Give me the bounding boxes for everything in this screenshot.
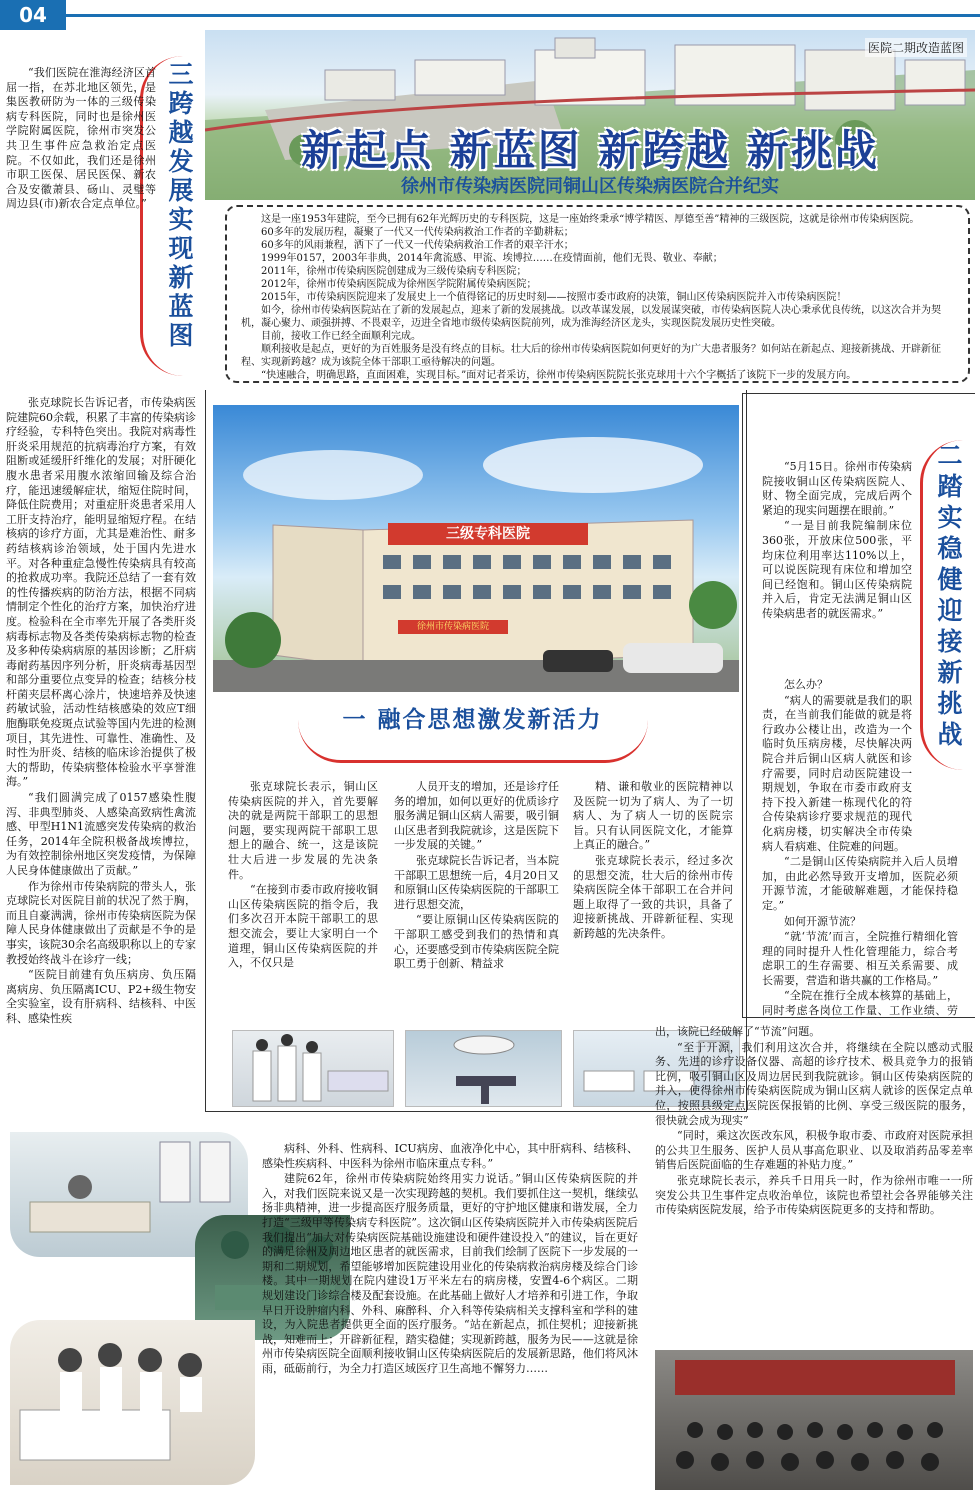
intro-line: 2011年，徐州市传染病医院创建成为三级传染病专科医院； <box>261 266 527 277</box>
section2-heading: 二 踏实稳健迎接新挑战 <box>937 441 963 749</box>
paragraph: 张克球院长表示，经过多次的思想交流，壮大后的徐州市传染病医院全体干部职工在合并问题上取得了一致的共识，具备了迎接新挑战、开辟新征程、实现新跨越的先决条件。 <box>573 853 733 940</box>
photo-ward-visit <box>232 1030 394 1107</box>
paragraph: “二是铜山区传染病院并入后人员增加，由此必然导致开支增加，医院必须开源节流，才能破解难题，才能保持稳定。” <box>762 855 958 912</box>
paragraph: 病科、外科、性病科、ICU病房、血液净化中心，其中肝病科、结核科、感染性疾病科、中医科为徐州市临床重点专科。” <box>262 1142 638 1170</box>
paragraph: “至于开源，我们利用这次合并，将继续在全院以感动式服务、先进的诊疗设备仪器、高超的诊疗技术、极具竞争力的报销比例，吸引铜山区及周边居民到我院就诊。铜山区传染病医院的并入，使得徐州市传染病医院成为铜山区病人就诊的医保定点单位，按照县级定点医院医保报销的比例、享受三级医院的服务，很快就会成为现实” <box>655 1040 973 1127</box>
paragraph: “我们圆满完成了0157感染性腹泻、非典型肺炎、人感染高致病性禽流感、甲型H1N1流感突发传染病的救治任务，2014年全院积极备战埃博拉，为有效控制徐州地区突发疫情，为保障人民身体健康做出了贡献。” <box>6 791 196 877</box>
photo-operating-room <box>405 1030 562 1107</box>
paragraph: “全院在推行全成本核算的基础上，同时考虑各岗位工作量、工作业绩、劳 <box>762 989 958 1018</box>
intro-line: 60多年的发展历程，凝聚了一代又一代传染病救治工作者的辛勤耕耘； <box>261 227 574 238</box>
photo-ward-visit-illustration <box>233 1031 393 1106</box>
paragraph: 张克球院长表示，养兵千日用兵一时，作为徐州市唯一一所突发公共卫生事件定点收治单位，该院也希望社会各界能够关注市传染病医院发展，给予市传染病医院更多的支持和帮助。 <box>655 1173 973 1217</box>
intro-line: 顺利接收是起点，更好的为百姓服务是没有终点的目标。壮大后的徐州市传染病医院如何更好的为广大患者服务？如何站在新起点、迎接新挑战、开辟新征程、实现新跨越？成为该院全体干部职工亟待解决的问题。 <box>241 344 941 368</box>
paragraph: “病人的需要就是我们的职责，在当前我们能做的就是将行政办公楼让出，改造为一个临时负压病房楼，尽快解决两院合并后铜山区病人就医和诊疗需要，同时启动医院建设一期规划，争取在市委市政府支持下投入新建一栋现代化的符合传染病诊疗要求规范的现代化病房楼，切实解决全市传染病人看病难、住院难的问题。 <box>762 693 912 853</box>
photo-patient-ward-illustration <box>10 1320 255 1485</box>
intro-line: 2012年，徐州市传染病医院成为徐州医学院附属传染病医院； <box>261 279 537 290</box>
intro-line: “快速融合，明确思路，直面困难，实现目标。”面对记者采访，徐州市传染病医院院长张克球用十六个字概括了该院下一步的发展方向。 <box>261 370 857 381</box>
paragraph: 精、谦和敬业的医院精神以及医院一切为了病人、为了一切病人、为了病人一切的医院宗旨。只有认同医院文化，才能算上真正的融合。” <box>573 780 733 852</box>
paragraph: “一是目前我院编制床位360张，开放床位500张，平均床位利用率达110%以上，可以说医院现有床位和增加空间已经饱和。铜山区传染病院并入后，肯定无法满足铜山区传染病患者的就医需求。” <box>762 519 912 620</box>
paragraph: “同时，乘这次医改东风，积极争取市委、市政府对医院承担的公共卫生服务、医护人员从事高危职业、以及取消药品零差率销售后医院面临的生存难题的补贴力度。” <box>655 1129 973 1172</box>
s2-column-upper <box>762 460 912 678</box>
left-column <box>6 66 196 1141</box>
intro-line: 60多年的风雨兼程，洒下了一代又一代传染病救治工作者的艰辛汗水； <box>261 240 574 251</box>
section3-heading: 三 跨越发展实现新蓝图 <box>168 60 194 350</box>
bottom-right-column <box>655 1025 973 1340</box>
s2-column <box>762 460 958 1018</box>
photo-staff-meeting-illustration <box>655 1350 973 1490</box>
intro-line: 1999年0157，2003年非典，2014年禽流感、甲流、埃博拉……在疫情面前，他们无畏、敬业、奉献； <box>261 253 723 264</box>
paragraph: “在接到市委市政府接收铜山区传染病医院的指令后，我们多次召开本院干部职工的思想交流会，要让大家明白一个道理，铜山区传染病医院的并入，不仅只是 <box>228 883 378 970</box>
paragraph: “我们医院在淮海经济区首屈一指，在苏北地区领先，是集医教研防为一体的三级传染病专科医院，同时也是徐州医学院附属医院，徐州市突发公共卫生事件应急救治定点医院。不仅如此，我们还是徐州市职工医保、居民医保、新农合及安徽萧县、砀山、灵璧等周边县(市)新农合定点单位。” <box>6 66 156 211</box>
s2-column-mid <box>762 678 912 855</box>
bottom-middle-column <box>262 1142 638 1490</box>
hospital-building-photo <box>213 405 739 692</box>
paragraph: 张克球院长表示，铜山区传染病医院的并入，首先要解决的就是两院干部职工的思想问题，要实现两院干部职工思想上的融合、统一，这是该院壮大后进一步发展的先决条件。 <box>228 780 378 881</box>
headline: 新起点 新蓝图 新跨越 新挑战 <box>301 126 879 175</box>
photo-operating-room-illustration <box>406 1031 561 1106</box>
paragraph: “医院目前建有负压病房、负压隔离病房、负压隔离ICU、P2+级生物安全实验室，设有肝病科、结核科、中医科、感染性疾 <box>6 968 196 1025</box>
paragraph: “要让原铜山区传染病医院的干部职工感受到我们的热情和真心，还要感受到市传染病医院全院职工勇于创新、精益求 <box>394 913 559 971</box>
paragraph: 怎么办？ <box>784 678 828 691</box>
left-column-lower <box>6 396 196 1027</box>
sub-headline: 徐州市传染病医院同铜山区传染病医院合并纪实 <box>401 176 779 197</box>
paragraph: 建院62年，徐州市传染病院始终用实力说话。”铜山区传染病医院的并入，对我们医院来说又是一次实现跨越的契机。我们要抓住这一契机，继续弘扬非典精神，进一步提高医疗服务质量，更好的守护地区健康和谐发展，全力打造“三级甲等传染病专科医院”。这次铜山区传染病医院并入市传染病医院后我们提出“加大对传染病医院基础设施建设和硬件建设投入”的建议，旨在更好的满足徐州及周边地区患者的就医需求，目前我们绘制了医院下一步发展的一期和二期规划，希望能够增加医院建设用业化的传染病救治病房楼及综合门诊楼。其中一期规划在院内建设1万平米左右的病房楼，安置4-6个病区。二期规划建设门诊综合楼及配套设施。在此基础上做好人才培养和引进工作，争取早日开设肿瘤内科、外科、麻醉科、介入科等传染病相关支撑科室和学科的建设，为入院患者提供更全面的医疗服务。“站在新起点，抓住契机；迎接新挑战，知难而上；开辟新征程，踏实稳健；实现新跨越，服务为民——这就是徐州市传染病医院全面顺利接收铜山区传染病医院后的发展新思路，他们将风沐雨，砥砺前行，为全力打造区域医疗卫生高地不懈努力…… <box>262 1172 638 1375</box>
intro-box <box>225 205 970 383</box>
paragraph: “5月15日。徐州市传染病院接收铜山区传染病医院人、财、物全面完成，完成后两个紧迫的现实问题摆在眼前。” <box>762 460 912 517</box>
paragraph: 作为徐州市传染病院的带头人，张克球院长对医院目前的状况了然于胸，而且自豪满满，徐州市传染病医院为保障人民身体健康做出了贡献是不争的是事实，该院30余名高级职称以上的专家教授始终战斗在诊疗一线； <box>6 879 196 966</box>
building-banner: 徐州市传染病医院 <box>416 622 489 632</box>
intro-line: 目前，接收工作已经全面顺利完成。 <box>261 331 421 342</box>
paragraph: 出，该院已经破解了“节流”问题。 <box>655 1025 821 1038</box>
building-sign: 三级专科医院 <box>446 526 530 542</box>
s1-col-3 <box>573 780 733 1024</box>
s1-col-2 <box>394 780 559 1024</box>
s2-column-lower <box>762 855 958 1018</box>
s1-col-1 <box>228 780 378 1024</box>
paragraph: 如何开源节流？ <box>784 914 861 928</box>
intro-line: 这是一座1953年建院，至今已拥有62年光辉历史的专科医院，这是一座始终秉承“博学精医、厚德至善”精神的三级医院，这就是徐州市传染病医院。 <box>261 214 920 225</box>
hospital-building-illustration <box>213 405 739 692</box>
paragraph: “就‘节流’而言，全院推行精细化管理的同时提升人性化管理能力，综合考虑职工的生存需要、相互关系需要、成长需要，营造和谐共赢的工作格局。” <box>762 930 958 987</box>
photo-patient-ward <box>10 1320 255 1485</box>
top-rule <box>66 14 980 17</box>
paragraph: 张克球院长告诉记者，市传染病医院建院60余载，积累了丰富的传染病诊疗经验，专科特色突出。我院对病毒性肝炎采用规范的抗病毒治疗方案，有效阻断或延缓肝纤维化的发展；对肝硬化腹水患者采用腹水浓缩回输及综合治疗，能迅速缓解症状，缩短住院时间，降低住院费用；对重症肝炎患者采用人工肝支持治疗，能明显缩短疗程。在结核病的诊疗方面，尤其是难治性、耐多药结核病诊治领域，处于国内先进水平。对各种重症急慢性传染病具有较高的抢救成功率。我院还总结了一套有效的性传播疾病的防治方法，根据不同病情制定个性化的治疗方案，加快治疗进度。检验科在全市率先开展了各类肝炎病毒标志物及各类传染病标志物的检查及多种传染病病原的基因诊断；乙肝病毒耐药基因序列分析，肝炎病毒基因型和部分重要位点变异的检查；结核分枝杆菌夹层杯离心涂片，快速培养及快速药敏试验，活动性结核感染的效应T细胞酶联免疫斑点试验等国内先进的检测项目，其先进性、可靠性、准确性、及时性为肝炎、结核的临床诊治提供了极大的帮助，传染病整体检验水平享誉淮海。” <box>6 396 196 789</box>
paragraph: 人员开支的增加，还是诊疗任务的增加，如何以更好的优质诊疗服务满足铜山区病人需要，吸引铜山区患者到我院就诊，这是医院下一步发展的关键。” <box>394 780 559 852</box>
intro-line: 如今，徐州市传染病医院站在了新的发展起点，迎来了新的发展挑战。以改革谋发展，以发展谋突破，市传染病医院人决心秉承优良传统，以这次合并为契机，凝心聚力、顽强拼搏、不畏艰辛，迈进全省地市级传染病医院前列，成为淮海经济区龙头，实现医院发展历史性突破。 <box>241 305 941 329</box>
hero-caption: 医院二期改造蓝图 <box>865 38 967 57</box>
intro-line: 2015年，市传染病医院迎来了发展史上一个值得铭记的历史时刻——按照市委市政府的决策，铜山区传染病医院并入市传染病医院！ <box>261 292 847 303</box>
page-number: 04 <box>0 0 66 30</box>
photo-staff-meeting <box>655 1350 973 1490</box>
paragraph: 张克球院长告诉记者，当本院干部职工思想统一后，4月20日又和原铜山区传染病医院的干部职工进行思想交流， <box>394 853 559 911</box>
left-column-upper <box>6 66 156 396</box>
section1-heading: 一 融合思想激发新活力 <box>342 707 603 733</box>
